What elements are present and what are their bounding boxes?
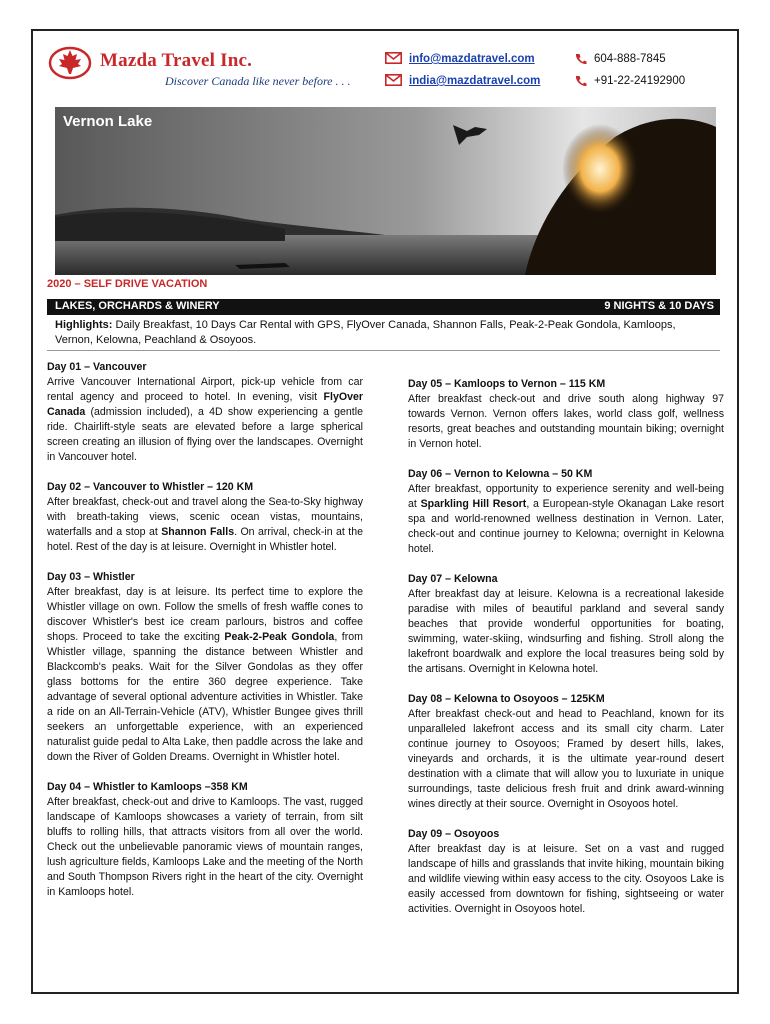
day-description: After breakfast check-out and drive south along highway 97 towards Vernon. Vernon offers lakes, world class golf, wellness resorts, great beaches and outstanding mountain biking; overnight in Vernon hotel. bbox=[408, 393, 724, 450]
phone-canada: 604-888-7845 bbox=[594, 53, 666, 65]
trip-duration: 9 NIGHTS & 10 DAYS bbox=[604, 300, 714, 312]
company-tagline: Discover Canada like never before . . . bbox=[165, 74, 351, 88]
trip-theme: LAKES, ORCHARDS & WINERY bbox=[55, 300, 220, 312]
day-description: Arrive Vancouver International Airport, pick-up vehicle from car rental agency and proceed to hotel. In evening, visit FlyOver Canada (admission included), a 4D show experiencing a gentle ride. Chairlift-style seats are elevated before a large spherical screen creating an illusion of flying over the landscapes. Overnight in Vancouver hotel. bbox=[47, 376, 363, 463]
day-08 bbox=[408, 692, 724, 812]
day-03 bbox=[47, 570, 363, 765]
phone-icon bbox=[575, 75, 587, 87]
day-title: Day 07 – Kelowna bbox=[408, 573, 498, 585]
itinerary-left-column bbox=[47, 360, 363, 915]
highlights-text: Daily Breakfast, 10 Days Car Rental with GPS, FlyOver Canada, Shannon Falls, Peak-2-Peak Gondola, Kamloops, Vernon, Kelowna, Peachland & Osoyoos. bbox=[55, 319, 676, 346]
trip-highlights bbox=[55, 318, 715, 348]
trip-summary-bar bbox=[47, 299, 720, 315]
highlight-shannon-falls: Shannon Falls bbox=[161, 526, 235, 538]
highlight-gondola: Peak-2-Peak Gondola bbox=[224, 631, 335, 643]
mail-icon bbox=[385, 74, 402, 86]
day-title: Day 01 – Vancouver bbox=[47, 361, 147, 373]
divider bbox=[47, 350, 720, 351]
day-title: Day 03 – Whistler bbox=[47, 571, 135, 583]
day-title: Day 04 – Whistler to Kamloops –358 KM bbox=[47, 781, 248, 793]
hero-title: Vernon Lake bbox=[63, 113, 153, 130]
highlights-label: Highlights: bbox=[55, 319, 113, 331]
day-description: After breakfast, opportunity to experience serenity and well-being at Sparkling Hill Resort, a European-style Okanagan Lake resort spa and world-renowned wellness destination in Vernon. Later, check-out and continue journey to Kelowna; overnight in Kelowna hotel. bbox=[408, 483, 724, 555]
day-title: Day 05 – Kamloops to Vernon – 115 KM bbox=[408, 378, 606, 390]
day-description: After breakfast day at leisure. Kelowna is a recreational lakeside paradise with miles of beautiful parkland and several sandy beaches that provide wonderful opportunities for boating, swimming, water-skiing, windsurfing and fishing. Stroll along the lakefront boardwalk and explore the local treasures being sold by the artisans. Overnight in Kelowna hotel. bbox=[408, 588, 724, 675]
day-description: After breakfast, day is at leisure. Its perfect time to explore the Whistler village on own. Follow the smells of fresh waffle cones to discover Whistler's best ice cream parlours, bistros and coffee shops. Proceed to take the exciting Peak-2-Peak Gondola, from Whistler village, spanning the distance between Whistler and Blackcomb's peaks. Wait for the Silver Gondolas as they offer glass bottoms for the entire 360 degree experience. Take advantage of several optional adventure activities in Whistler. Take a ride on an All-Terrain-Vehicle (ATV), Whistler Bungee gives thrill seekers an unforgettable experience, with an experienced naturalist guide pedal to Alta Lake, then paddle across the lake and down the River of Golden Dreams. Overnight in Whistler hotel. bbox=[47, 586, 363, 763]
day-title: Day 02 – Vancouver to Whistler – 120 KM bbox=[47, 481, 254, 493]
day-04 bbox=[47, 780, 363, 900]
day-description: After breakfast day is at leisure. Set on a vast and rugged landscape of hills and grasslands that invite hiking, mountain biking and wildlife viewing within easy access to the city. Osoyoos Lake is easily accessed from downtown for fishing, sightseeing or water activities. Overnight in Osoyoos hotel. bbox=[408, 843, 724, 915]
day-05 bbox=[408, 377, 724, 452]
day-07 bbox=[408, 572, 724, 677]
phone-india: +91-22-24192900 bbox=[594, 75, 686, 87]
mail-icon bbox=[385, 52, 402, 64]
hero-image bbox=[55, 107, 716, 275]
highlight-sparkling-hill: Sparkling Hill Resort bbox=[420, 498, 527, 510]
maple-leaf-logo-icon bbox=[48, 45, 92, 81]
day-06 bbox=[408, 467, 724, 557]
email-link-info[interactable]: info@mazdatravel.com bbox=[409, 53, 535, 65]
day-title: Day 06 – Vernon to Kelowna – 50 KM bbox=[408, 468, 593, 480]
phone-icon bbox=[575, 53, 587, 65]
day-description: After breakfast check-out and head to Peachland, known for its unparalleled lakefront access and its small city charm. Later continue journey to Osoyoos; Framed by desert hills, lakes, vineyards and orchards, it is the ultimate year-round desert destination with a climate that will allow you to luxuriate in unique surroundings, taste delicious fresh fruit and drink award-winning wines directly at their source. Overnight in Osoyoos hotel. bbox=[408, 708, 724, 810]
day-09 bbox=[408, 827, 724, 917]
company-name: Mazda Travel Inc. bbox=[100, 50, 253, 71]
day-01 bbox=[47, 360, 363, 465]
day-description: After breakfast, check-out and travel along the Sea-to-Sky highway with breath-taking views, scenic ocean vistas, mountains, waterfalls and a stop at Shannon Falls. On arrival, check-in at the hotel. Rest of the day is at leisure. Overnight in Whistler hotel. bbox=[47, 496, 364, 553]
email-link-india[interactable]: india@mazdatravel.com bbox=[409, 75, 541, 87]
day-title: Day 08 – Kelowna to Osoyoos – 125KM bbox=[408, 693, 605, 705]
day-02 bbox=[47, 480, 363, 555]
day-description: After breakfast, check-out and drive to Kamloops. The vast, rugged landscape of Kamloops showcases a variety of terrain, from silt bluffs to rolling hills, that attracts visitors from all over the world. Check out the unbelievable panoramic views of mountain ranges, lush agriculture fields, Kamloops Lake and the meeting of the North and South Thompson Rivers right in the heart of the city. Overnight in Kamloops hotel. bbox=[47, 796, 363, 898]
highlight-flyover: FlyOver Canada bbox=[47, 391, 363, 418]
itinerary-right-column bbox=[408, 377, 724, 932]
day-title: Day 09 – Osoyoos bbox=[408, 828, 500, 840]
trip-label: 2020 – SELF DRIVE VACATION bbox=[47, 278, 208, 290]
